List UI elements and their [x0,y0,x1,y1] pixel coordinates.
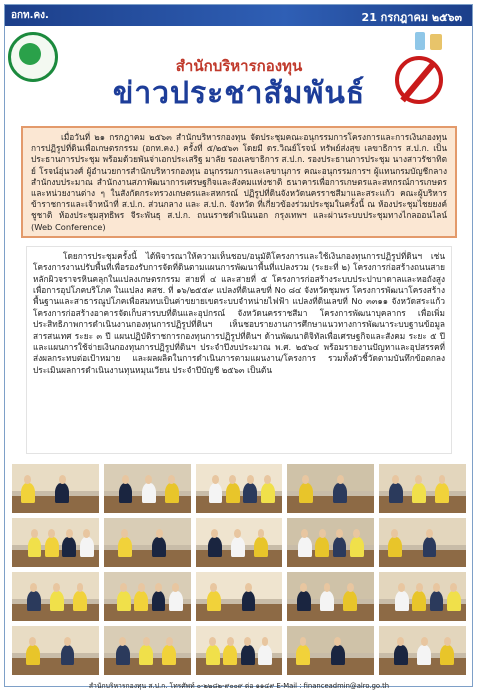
meeting-photo [378,517,467,568]
sanitizer-bottle-icon [415,32,425,50]
meeting-photo [103,463,192,514]
page-title: ข่าวประชาสัมพันธ์ [112,76,366,111]
meeting-photo [103,571,192,622]
meeting-photo [11,571,100,622]
top-banner [5,5,472,26]
department-name: สำนักบริหารกองทุน [175,57,303,75]
meeting-photo [103,517,192,568]
meeting-photo [195,463,284,514]
meeting-photo [11,463,100,514]
meeting-photo [286,517,375,568]
issue-date: 21 กรกฎาคม ๒๕๖๓ [361,11,462,24]
meeting-photo [378,625,467,676]
photo-grid [11,463,467,676]
meeting-photo [195,571,284,622]
meeting-photo [103,625,192,676]
meeting-photo [286,571,375,622]
meeting-photo [378,463,467,514]
meeting-photo [286,463,375,514]
meeting-photo [195,517,284,568]
footer-contact: สำนักบริหารกองทุน ส.ป.ก. โทรศัพท์ ๐-๒๒๘๒-๙๐๐๙ ต่อ ๑๑๔๙ E-Mail : financeadmin@alro.go.th [88,682,390,690]
meeting-details-box [26,246,452,454]
meeting-photo [378,571,467,622]
meeting-photo [11,625,100,676]
meeting-summary-text: เมื่อวันที่ ๒๑ กรกฎาคม ๒๕๖๓ สำนักบริหารกองทุน จัดประชุมคณะอนุกรรมการโครงการและการเงินกองทุนการปฏิรูปที่ดินเพื่อเกษตรกรรม (อกท.คง.) ครั้งที่ ๕/๒๕๖๓ โดยมี ดร.วิณย์โรจน์ ทรัพย์ส่งสุข เลขาธิการ ส.ป.ก. เป็นประธานการประชุม พร้อมด้วยพันจ่าเอกประเสริฐ มาลัย รองเลขาธิการ ส.ป.ก. รองประธานการประชุม นางสาวรัชาทิตย์ โรจน์อุ่นวงศ์ ผู้อำนวยการสำนักบริหารกองทุน อนุกรรมการและเลขานุการ คณะอนุกรรมการฯ ผู้แทนกรมบัญชีกลาง สำนักงบประมาณ สำนักงานสภาพัฒนาการเศรษฐกิจและสังคมแห่งชาติ ธนาคารเพื่อการเกษตรและสหกรณ์การเกษตร และหน่วยงานต่าง ๆ ในสังกัดกระทรวงเกษตรและสหกรณ์ ปฏิรูปที่ดินจังหวัดนครราชสีมาและสระแก้ว คณะผู้บริหาร ข้าราชการและเจ้าหน้าที่ ส.ป.ก. ส่วนกลาง และ ส.ป.ก. จังหวัด ที่เกี่ยวข้องร่วมประชุมในครั้งนี้ ณ ห้องประชุมไชยยงค์ ชูชาติ ห้องประชุมสุทธิพร จีระพันธุ ส.ป.ก. ถนนราชดำเนินนอก กรุงเทพฯ และผ่านระบบประชุมทางไกลออนไลน์ (Web Conference) [31,132,447,232]
meeting-photo [195,625,284,676]
meeting-photo [286,625,375,676]
spray-bottle-icon [430,34,442,50]
meeting-summary-box [21,126,457,238]
meeting-details-text: โดยการประชุมครั้งนี้ ได้พิจารณาให้ความเห็นชอบ/อนุมัติโครงการและใช้เงินกองทุนการปฏิรูปที่ดินฯ เช่น โครงการงานปรับพื้นที่เพื่อรองรับการจัดที่ดินตามแผนการพัฒนาพื้นที่แปลงรวม (ระยะที่ ๒) โครงการก่อสร้างถนนสายหลักผิวจราจรหินคลุกในแปลงเกษตรกรรม สายที่ ๔ และสายที่ ๕ โครงการก่อสร้างระบบประปาบาดาลและหอถังสูงเพื่อการอุปโภคบริโภค ในแปลง คสช. ที่ ๑๖/๒๕๕๙ แปลงที่ดินเลขที่ No ๘๔ จังหวัดชุมพร โครงการพัฒนาโครงสร้างพื้นฐานและสาธารณูปโภคเพื่อสมทบเป็นค่าขยายเขตระบบจำหน่ายไฟฟ้า แปลงที่ดินเลขที่ No ๓๓๑๑ จังหวัดสระแก้ว โครงการก่อสร้างอาคารจัดเก็บสารบบที่ดินและอุปกรณ์ จังหวัดนครราชสีมา โครงการพัฒนาบุคลากร เพื่อเพิ่มประสิทธิภาพการดำเนินงานกองทุนการปฏิรูปที่ดินฯ เห็นชอบรายงานการศึกษาแนวทางการพัฒนาระบบฐานข้อมูลสารสนเทศ ระยะ ๓ ปี แผนปฏิบัติราชการกองทุนการปฏิรูปที่ดินฯ ด้านพัฒนาดิจิทัลเพื่อเศรษฐกิจและสังคม ระยะ ๕ ปี และแผนการใช้จ่ายเงินกองทุนการปฏิรูปที่ดินฯ ประจำปีงบประมาณ พ.ศ. ๒๕๖๔ พร้อมรายงานปัญหาและอุปสรรคที่ส่งผลกระทบต่อเป้าหมาย และผลผลิตในการดำเนินการตามแผนงาน/โครงการ รวมทั้งตัวชี้วัดตามบันทึกข้อตกลงประเมินผลการดำเนินงานทุนหมุนเวียน ประจำปีบัญชี ๒๕๖๓ เป็นต้น [33,251,445,375]
org-abbreviation: อกท.คง. [11,10,49,21]
meeting-photo [11,517,100,568]
